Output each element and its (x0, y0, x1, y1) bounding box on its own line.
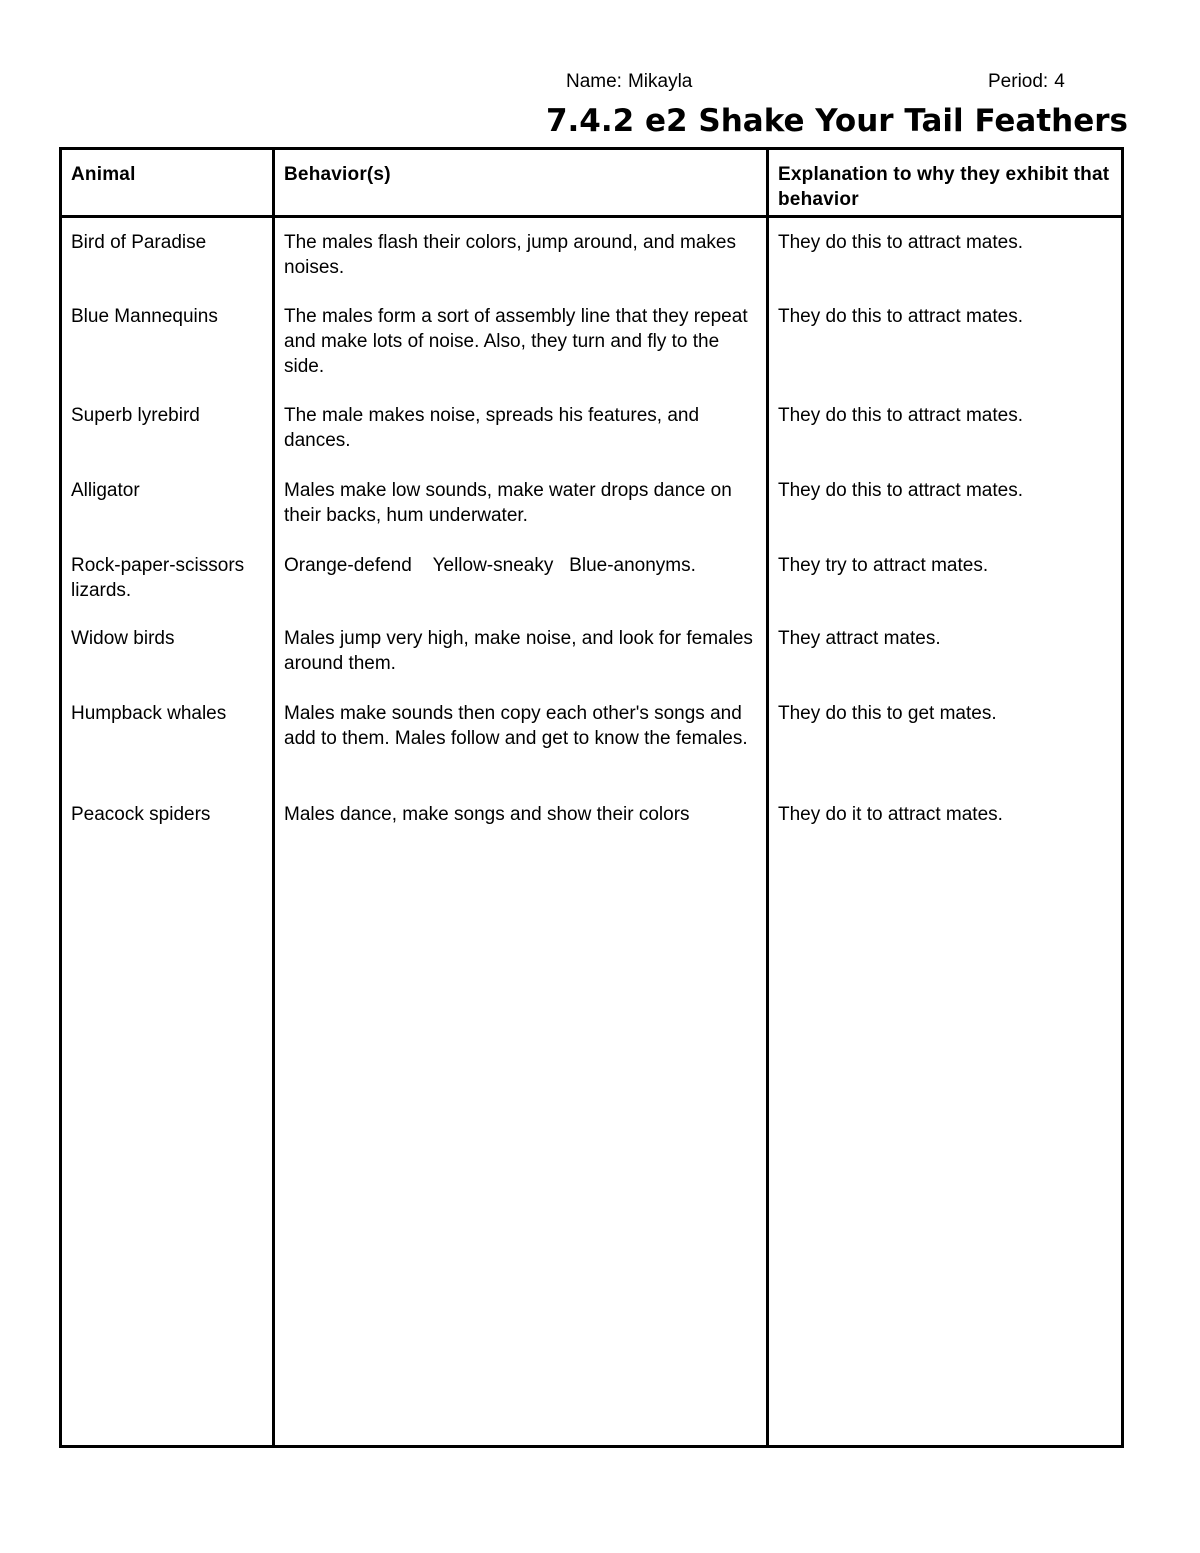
empty-cell (274, 830, 768, 1447)
period-field (988, 70, 1065, 94)
explanation-cell: They do this to attract mates. (768, 292, 1123, 391)
table-row (61, 466, 1123, 541)
behavior-cell: The males flash their colors, jump around, and makes noises. (274, 217, 768, 292)
animal-cell: Widow birds (61, 614, 274, 689)
table-row (61, 790, 1123, 830)
behavior-cell: The male makes noise, spreads his features, and dances. (274, 391, 768, 466)
behavior-cell: The males form a sort of assembly line that they repeat and make lots of noise. Also, they turn and fly to the side. (274, 292, 768, 391)
table-row (61, 391, 1123, 466)
explanation-cell: They do this to attract mates. (768, 217, 1123, 292)
name-label: Name: (566, 71, 622, 92)
explanation-cell: They do this to get mates. (768, 689, 1123, 790)
explanation-cell: They attract mates. (768, 614, 1123, 689)
behavior-cell: Males dance, make songs and show their colors (274, 790, 768, 830)
table-row (61, 689, 1123, 790)
animal-cell: Blue Mannequins (61, 292, 274, 391)
empty-table-space (61, 830, 1123, 1447)
name-field (566, 70, 692, 94)
explanation-cell: They do this to attract mates. (768, 391, 1123, 466)
table-row (61, 292, 1123, 391)
worksheet-table (59, 147, 1124, 1448)
explanation-cell: They do this to attract mates. (768, 466, 1123, 541)
animal-cell: Superb lyrebird (61, 391, 274, 466)
behavior-text: Orange-defend Yellow-sneaky Blue-anonyms. (284, 554, 696, 576)
animal-cell: Rock-paper-scissors lizards. (61, 541, 274, 614)
explanation-cell: They do it to attract mates. (768, 790, 1123, 830)
animal-cell: Peacock spiders (61, 790, 274, 830)
period-value: 4 (1054, 71, 1065, 92)
period-label: Period: (988, 71, 1049, 92)
animal-cell: Alligator (61, 466, 274, 541)
animal-cell: Humpback whales (61, 689, 274, 790)
column-header-animal: Animal (61, 149, 274, 217)
page-title: 7.4.2 e2 Shake Your Tail Feathers (545, 103, 1128, 139)
explanation-cell: They try to attract mates. (768, 541, 1123, 614)
table-header-row (61, 149, 1123, 217)
behavior-cell: Males make sounds then copy each other's songs and add to them. Males follow and get to know the females. (274, 689, 768, 790)
empty-cell (61, 830, 274, 1447)
table-row (61, 217, 1123, 292)
table-row (61, 541, 1123, 614)
column-header-explanation: Explanation to why they exhibit that behavior (768, 149, 1123, 217)
table-row (61, 614, 1123, 689)
name-value: Mikayla (627, 71, 693, 92)
behavior-cell: Males jump very high, make noise, and look for females around them. (274, 614, 768, 689)
behavior-cell: Males make low sounds, make water drops dance on their backs, hum underwater. (274, 466, 768, 541)
empty-cell (768, 830, 1123, 1447)
behavior-cell (274, 541, 768, 614)
animal-cell: Bird of Paradise (61, 217, 274, 292)
column-header-behavior: Behavior(s) (274, 149, 768, 217)
